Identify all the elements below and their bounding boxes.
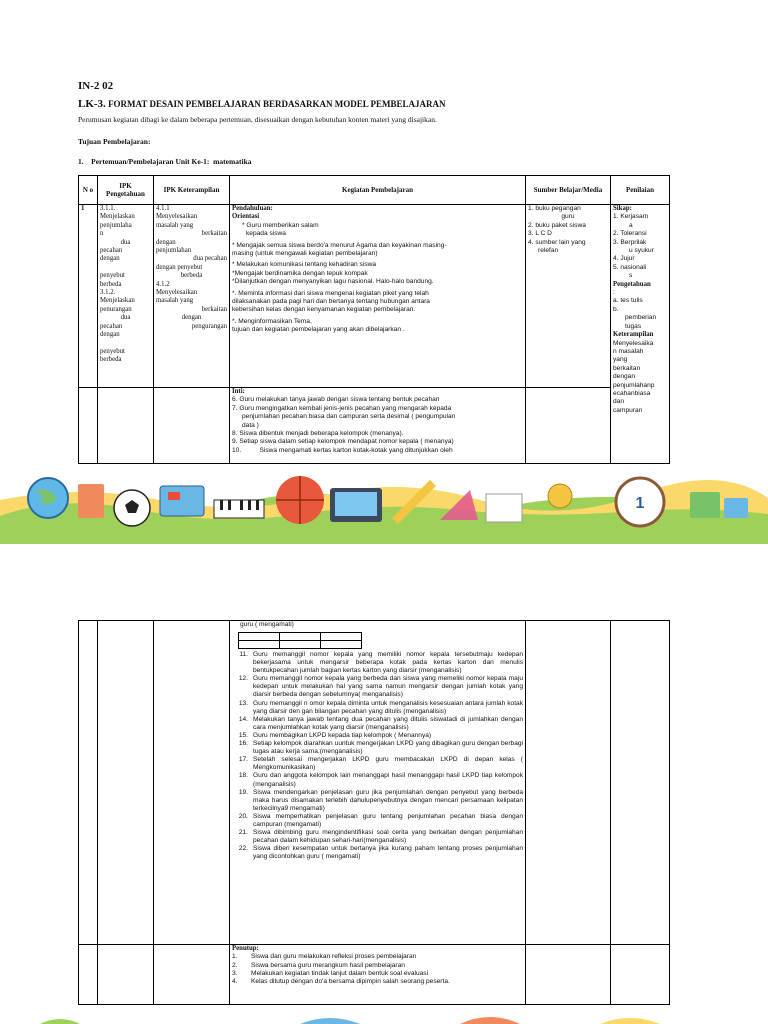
list-item: 13. Guru memanggil n omor kepala diminta untuk menganalisis kesesuaian antara jumlah kotak yang diarsir den gan bilangan pecahan yang ditulis (menganalisis): [238, 699, 523, 715]
list-item: 11. Guru memanggil nomor kepala yang memiliki nomor kepala tersebutmaju kedepan bekerjasama untuk mengarsir beberapa kotak pada kertas karton dan menulis bentukpecahan jumlah bagian kertas karton yang diarsir (menganalisis): [239, 651, 523, 675]
empty-cell: [526, 388, 611, 464]
empty-cell: [526, 621, 611, 945]
header-sumber: Sumber Belajar/Media: [526, 176, 611, 205]
school-banner-illustration: [0, 470, 768, 544]
whiteboard-icon: [160, 486, 204, 516]
empty-cell: [98, 621, 154, 945]
grid-illustration: [238, 632, 362, 649]
page-number-text: 1: [635, 495, 645, 512]
book-stack-icon: [690, 492, 720, 518]
header-ipk-pengetahuan: IPK Pengetahuan: [98, 176, 154, 205]
coin-icon: [548, 484, 572, 508]
header-ipk-keterampilan: IPK Keterampilan: [154, 176, 230, 205]
penilaian-cell: Sikap: 1. Kerjasam a 2. Toleransi 3. Berprilak u syukur 4. Jujur 5. nasionali s Pengetahuan : a. tes tulis b. pemberian tugas Keterampilan Menyelesaika n masalah yang berkaitan dengan penjumlahanp ecahanbiasa dan campuran: [611, 205, 670, 464]
sumber-cell: 1. buku pegangan guru 2. buku paket siswa 3. L C D 4. sumber lain yang relefan: [526, 205, 611, 388]
inti-continued-cell: guru ( mengamati) 11. Guru memanggil nomor kepala yang memiliki nomor kepala tersebutmaju kedepan bekerjasama untuk mengarsir beberapa kotak pada kertas karton dan menulis bentukpecahan jumlah bagian kertas karton yang diarsir (menganalisis) 12. Guru memanggil nomor kepala yang berbeda dan siswa yang memeliki nomor kepala maju kedepan untuk melakukan hal yang sama namun mengarsir dengan jumlah kotak yang diarsir berbeda dengan sebelumnya( menganalisis) 13. Guru memanggil n omor kepala diminta untuk menganalisis kesesuaian antara jumlah kotak yang diarsir den gan bilangan pecahan yang ditulis (menganalisis) 14. Melakukan tanya jawab tentang dua pecahan yang ditulis siswatadi di jumlahkan dengan cara menjumlahkan kotak yang diarsir (menganalisis) 15. Guru membagikan LKPD kepada tiap kelompok ( Menannya) 16. Setiap kelompok diarahkan uuntuk mengerjakan LKPD yang dibagikan guru dengan berbagi tugas atau kerja sama.(menganalisis) 17. Setelah selesai mengerjakan LKPD guru membacakan LKPD di depan kelas ( Mengkomunikasikan) 18. Guru dan anggota kelompok lain menanggapi hasil menanggapi hasil LKPD tiap kelompok (menganalisis) 19. Siswa mendengarkan penjelasan guru jika penjumlahan dengan penyebut yang berbeda maka harus disamakan terlebih dahulupenyebutnya dengan mencari persamaan kelipatan terkecilnya9 mengamati) 20. Siswa memperhatikan penjelasan guru tentang penjumlahan pecahan biasa dengan campuran (mengamati) 21. Siswa dibimbing guru mengindentifikasi soal cerita yang berkaitan dengan penjumlahan pecahan dalam kehidupan sehari-hari(menganalisis) 22. Siswa diberi kesempatan untuk bertanya jika kurang paham tentang proses penjumlahan yang dicontohkan guru ( mengamati): [230, 621, 526, 945]
empty-cell: [98, 945, 154, 1005]
list-item: 21. Siswa dibimbing guru mengindentifikasi soal cerita yang berkaitan dengan penjumlahan pecahan dalam kehidupan sehari-hari(menganalisis): [238, 829, 523, 845]
meeting-heading: 1. Pertemuan/Pembelajaran Unit Ke-1: matematika: [78, 157, 252, 166]
pendahuluan-cell: Pendahuluan: Orientasi * Guru memberikan salam kepada siswa * Mengajak semua siswa berdo'a menurut Agama dan keyakinan masing- masing (untuk mengawali kegiatan pembelajaran) * Melakukan komunikasi tentang kehadiran siswa *Mengajak berdinamika dengan tepuk kompak *Dilanjutkan dengan menyanyikan lagu nasional. Halo-halo bandung. *. Meminta informasi dari siswa mengenai kegiatan piket yang telah dilaksanakan pada pagi hari dan bertanya tentang hubungan antara kebersihan kelas dengan kenyamanan kegiatan pembelajaran. *. Menginformasikan Tema, tujuan dan kegiatan pembelajaran yang akan dibelajarkan .: [230, 205, 526, 388]
empty-cell: [154, 945, 230, 1005]
list-item: 20. Siswa memperhatikan penjelasan guru tentang penjumlahan pecahan biasa dengan campuran (mengamati): [238, 812, 523, 828]
list-item: 14. Melakukan tanya jawab tentang dua pecahan yang ditulis siswatadi di jumlahkan dengan cara menjumlahkan kotak yang diarsir (menganalisis): [238, 715, 523, 731]
empty-cell: [98, 388, 154, 464]
header-kegiatan: Kegiatan Pembelajaran: [230, 176, 526, 205]
row-number: 1: [79, 205, 98, 388]
list-item: 19. Siswa mendengarkan penjelasan guru jika penjumlahan dengan penyebut yang berbeda maka harus disamakan terlebih dahulupenyebutnya dengan mencari persamaan kelipatan terkecilnya9 mengamati): [238, 788, 523, 812]
list-item: 12. Guru memanggil nomor kepala yang berbeda dan siswa yang memeliki nomor kepala maju kedepan untuk melakukan hal yang sama namun mengarsir dengan jumlah kotak yang diarsir berbeda dengan sebelumnya( menganalisis): [238, 675, 523, 699]
empty-cell: [79, 945, 98, 1005]
list-item: 15. Guru membagikan LKPD kepada tiap kelompok ( Menannya): [238, 731, 432, 739]
list-item: 18. Guru dan anggota kelompok lain menanggapi hasil menanggapi hasil LKPD tiap kelompok (menganalisis): [238, 772, 523, 788]
lk-title: FORMAT DESAIN PEMBELAJARAN BERDASARKAN MODEL PEMBELAJARAN: [108, 99, 446, 109]
empty-cell: [79, 621, 98, 945]
header-no: N o: [79, 176, 98, 205]
header-penilaian: Penilaian: [611, 176, 670, 205]
ipk-pengetahuan-cell: 3.1.1. Menjelaskan penjumlaha n dua pecahan dengan penyebut berbeda 3.1.2. Menjelaskan penurangan dua pecahan dengan penyebut berbeda: [98, 205, 154, 388]
list-item: 17. Setelah selesai mengerjakan LKPD guru membacakan LKPD di depan kelas ( Mengkomunikasikan): [238, 756, 523, 772]
empty-cell: [79, 388, 98, 464]
list-item: 22. Siswa diberi kesempatan untuk bertanya jika kurang paham tentang proses penjumlahan yang dicontohkan guru ( mengamati): [238, 845, 523, 861]
inti-cell: Inti: 6. Guru melakukan tanya jawab dengan siswa tentang bentuk pecahan 7. Guru mengingatkan kembali jenis-jenis pecahan yang mengarah kepada penjumlahan pecahan biasa dan campuran serta desimal ( pengumpulan data ) 8. Siswa dibentuk menjadi beberapa kelompok (menanya). 9. Setiap siswa dalam setiap kelompok mendapat nomor kepala ( menanya) 10. Siswa mengamati kertas karton kotak-kotak yang ditunjukkan oleh: [230, 388, 526, 464]
list-item: 2. Siswa bersama guru merangkum hasil pembelajaran: [232, 961, 405, 969]
steps-list: [232, 651, 523, 861]
list-item: 16. Setiap kelompok diarahkan uuntuk mengerjakan LKPD yang dibagikan guru dengan berbagi tugas atau kerja sama.(menganalisis): [238, 740, 523, 756]
notebook-icon: [486, 494, 522, 522]
document-code: IN-2 02: [78, 80, 114, 92]
empty-cell: [611, 621, 670, 945]
penutup-list: [232, 953, 523, 985]
lk-title-line: [78, 98, 446, 110]
lesson-table-page1: [78, 175, 670, 464]
tujuan-heading: Tujuan Pembelajaran:: [78, 137, 151, 146]
list-item: 1. Siswa dan guru melakukan refleksi proses pembelajaran: [232, 953, 417, 961]
description: Perumusan kegiatan dibagi ke dalam beberapa pertemuan, disesuaikan dengan kebutuhan konten materi yang disajikan.: [78, 115, 437, 124]
list-item: 3. Melakukan kegiatan tindak lanjut dalam bentuk soal evaluasi: [232, 969, 429, 977]
lk-prefix: LK-3.: [78, 98, 106, 110]
empty-cell: [154, 621, 230, 945]
empty-cell: [154, 388, 230, 464]
bottom-banner-illustration: [0, 1004, 768, 1024]
penutup-cell: Penutup: 1. Siswa dan guru melakukan refleksi proses pembelajaran 2. Siswa bersama guru merangkum hasil pembelajaran 3. Melakukan kegiatan tindak lanjut dalam bentuk soal evaluasi 4. Kelas ditutup dengan do'a bersama dipimpin salah seorang peserta.: [230, 945, 526, 1005]
empty-cell: [611, 945, 670, 1005]
ipk-keterampilan-cell: 4.1.1 Menyelesaikan masalah yang berkaitan dengan penjumlahan dua pecahan dengan penyebut berbeda 4.1.2 Menyelesaikan masalah yang berkaitan dengan pengurangan: [154, 205, 230, 388]
empty-cell: [526, 945, 611, 1005]
list-item: 4. Kelas ditutup dengan do'a bersama dipimpin salah seorang peserta.: [232, 977, 450, 985]
lesson-table-page2: [78, 620, 670, 1005]
book-icon: [78, 484, 104, 518]
